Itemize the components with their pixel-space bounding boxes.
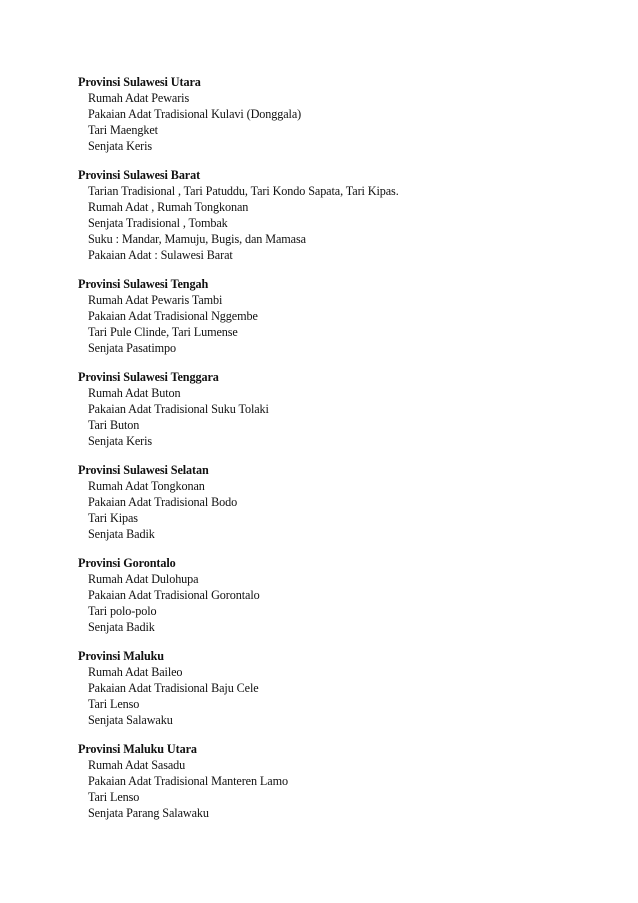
list-item: Rumah Adat Tongkonan [88,479,205,493]
list-item: Rumah Adat Pewaris Tambi [88,293,223,307]
list-item: Senjata Badik [88,527,155,541]
list-item: Pakaian Adat Tradisional Suku Tolaki [88,402,269,416]
section-maluku [78,648,598,728]
section-sulawesi-tengah [78,276,598,356]
list-item: Tari Lenso [88,790,140,804]
list-item: Tari Maengket [88,123,158,137]
list-item: Rumah Adat Baileo [88,665,183,679]
list-item: Tari Pule Clinde, Tari Lumense [88,325,238,339]
list-item: Senjata Salawaku [88,713,173,727]
section-heading: Provinsi Sulawesi Utara [78,75,201,89]
list-item: Rumah Adat , Rumah Tongkonan [88,200,249,214]
list-item: Senjata Keris [88,434,153,448]
list-item: Pakaian Adat Tradisional Manteren Lamo [88,774,288,788]
list-item: Pakaian Adat Tradisional Baju Cele [88,681,259,695]
list-item: Rumah Adat Dulohupa [88,572,199,586]
section-heading: Provinsi Sulawesi Tengah [78,277,209,291]
list-item: Senjata Pasatimpo [88,341,176,355]
section-sulawesi-barat [78,167,598,263]
list-item: Pakaian Adat Tradisional Bodo [88,495,238,509]
list-item: Suku : Mandar, Mamuju, Bugis, dan Mamasa [88,232,306,246]
list-item: Rumah Adat Pewaris [88,91,190,105]
list-item: Tarian Tradisional , Tari Patuddu, Tari Kondo Sapata, Tari Kipas. [88,184,399,198]
section-heading: Provinsi Sulawesi Barat [78,168,201,182]
section-heading: Provinsi Maluku Utara [78,742,197,756]
list-item: Pakaian Adat Tradisional Kulavi (Donggala) [88,107,302,121]
section-heading: Provinsi Sulawesi Selatan [78,463,209,477]
section-sulawesi-utara [78,74,598,154]
section-maluku-utara [78,741,598,821]
section-sulawesi-selatan [78,462,598,542]
list-item: Pakaian Adat Tradisional Nggembe [88,309,258,323]
list-item: Rumah Adat Buton [88,386,181,400]
list-item: Tari Lenso [88,697,140,711]
section-heading: Provinsi Gorontalo [78,556,176,570]
section-heading: Provinsi Maluku [78,649,164,663]
list-item: Pakaian Adat : Sulawesi Barat [88,248,233,262]
list-item: Senjata Parang Salawaku [88,806,209,820]
list-item: Senjata Keris [88,139,153,153]
list-item: Tari Buton [88,418,140,432]
list-item: Senjata Tradisional , Tombak [88,216,228,230]
section-gorontalo [78,555,598,635]
list-item: Senjata Badik [88,620,155,634]
section-heading: Provinsi Sulawesi Tenggara [78,370,219,384]
list-item: Rumah Adat Sasadu [88,758,186,772]
document-content [78,74,598,834]
list-item: Tari polo-polo [88,604,157,618]
section-sulawesi-tenggara [78,369,598,449]
list-item: Tari Kipas [88,511,138,525]
list-item: Pakaian Adat Tradisional Gorontalo [88,588,260,602]
